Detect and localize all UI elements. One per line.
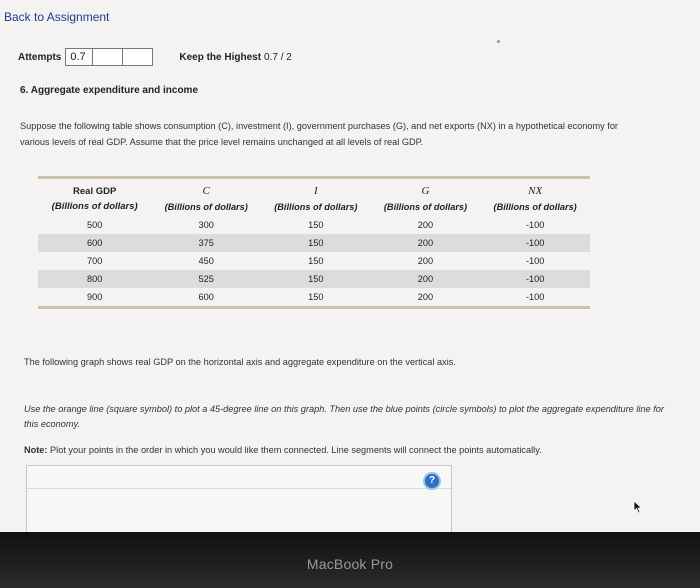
table-cell: 800 bbox=[38, 270, 151, 288]
table-cell: 200 bbox=[371, 252, 481, 270]
table-cell: 200 bbox=[371, 288, 481, 306]
table-cell: 300 bbox=[151, 216, 261, 234]
table-row bbox=[38, 288, 590, 306]
table-row bbox=[38, 270, 590, 288]
table-cell: -100 bbox=[480, 234, 590, 252]
table-cell: 150 bbox=[261, 270, 371, 288]
dot-icon bbox=[497, 40, 500, 43]
question-intro bbox=[20, 118, 700, 150]
back-to-assignment-link[interactable]: Back to Assignment bbox=[4, 10, 110, 24]
table-cell: -100 bbox=[480, 270, 590, 288]
note-text: Plot your points in the order in which you would like them connected. Line segments will connect the points automatically. bbox=[47, 445, 542, 455]
keep-highest-label: Keep the Highest bbox=[179, 51, 262, 63]
keep-highest-value: 0.7 / 2 bbox=[264, 51, 292, 63]
table-cell: 150 bbox=[261, 234, 371, 252]
note-label: Note: bbox=[24, 445, 48, 455]
intro-line: various levels of real GDP. Assume that the price level remains unchanged at all levels of real GDP. bbox=[20, 137, 424, 147]
table-cell: 525 bbox=[151, 270, 261, 288]
table-row bbox=[38, 252, 590, 270]
attempt-score-box: 0.7 bbox=[65, 48, 93, 66]
table-cell: -100 bbox=[480, 216, 590, 234]
graph-area[interactable] bbox=[26, 465, 452, 532]
col-unit: (Billions of dollars) bbox=[164, 201, 248, 212]
table-cell: 150 bbox=[261, 288, 371, 306]
col-unit: (Billions of dollars) bbox=[274, 201, 358, 212]
graph-divider bbox=[27, 488, 451, 489]
col-unit: (Billions of dollars) bbox=[493, 201, 577, 212]
gdp-data-table bbox=[38, 176, 590, 309]
col-header-g: G bbox=[421, 185, 430, 197]
col-header-c: C bbox=[202, 185, 210, 197]
device-label: MacBook Pro bbox=[306, 556, 394, 572]
attempt-box-empty bbox=[93, 48, 123, 66]
col-header-nx: NX bbox=[528, 185, 543, 197]
laptop-bezel bbox=[0, 532, 700, 588]
col-header-real-gdp: Real GDP bbox=[73, 185, 117, 197]
table-cell: 450 bbox=[151, 252, 261, 270]
table-cell: 600 bbox=[151, 288, 261, 306]
table-cell: 150 bbox=[261, 216, 371, 234]
table-cell: 150 bbox=[261, 252, 371, 270]
col-header-i: I bbox=[314, 185, 318, 197]
table-cell: -100 bbox=[480, 288, 590, 306]
col-unit: (Billions of dollars) bbox=[51, 201, 138, 212]
table-cell: 200 bbox=[371, 270, 481, 288]
question-title: 6. Aggregate expenditure and income bbox=[20, 85, 199, 96]
table-cell: -100 bbox=[480, 252, 590, 270]
plot-note bbox=[24, 445, 542, 455]
intro-line: Suppose the following table shows consumption (C), investment (I), government purchases (G), and net exports (NX) in a hypothetical economy for bbox=[20, 121, 618, 131]
table-cell: 200 bbox=[371, 234, 481, 252]
help-icon[interactable]: ? bbox=[423, 472, 441, 490]
attempts-row bbox=[18, 48, 292, 66]
attempts-label: Attempts bbox=[18, 51, 62, 63]
graph-description: The following graph shows real GDP on the horizontal axis and aggregate expenditure on the vertical axis. bbox=[24, 357, 456, 367]
table-cell: 900 bbox=[38, 288, 151, 306]
table-cell: 600 bbox=[38, 234, 151, 252]
table-cell: 700 bbox=[38, 252, 151, 270]
table-row bbox=[38, 234, 590, 252]
table-cell: 200 bbox=[371, 216, 481, 234]
table-cell: 500 bbox=[38, 216, 151, 234]
mouse-cursor-icon bbox=[633, 500, 643, 514]
attempts-boxes bbox=[65, 48, 153, 66]
table-cell: 375 bbox=[151, 234, 261, 252]
attempt-box-empty bbox=[123, 48, 153, 66]
col-unit: (Billions of dollars) bbox=[383, 201, 468, 212]
table-row bbox=[38, 216, 590, 234]
plot-instructions: Use the orange line (square symbol) to plot a 45-degree line on this graph. Then use the blue points (circle symbols) to plot the aggregate expenditure line for this economy. bbox=[24, 404, 664, 429]
